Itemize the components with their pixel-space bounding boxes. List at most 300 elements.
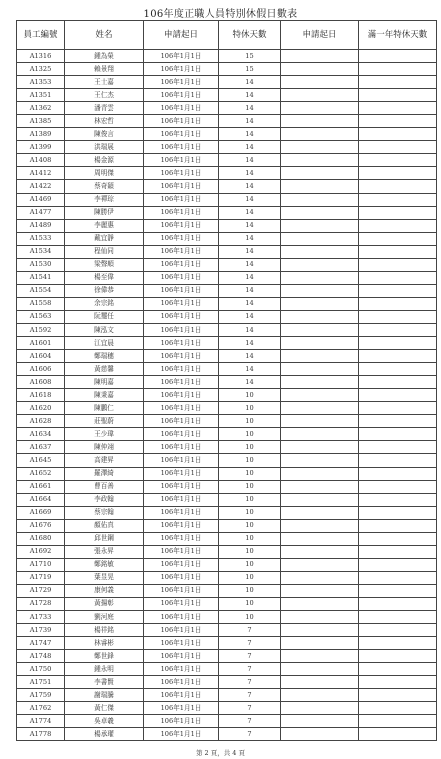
cell-prev-year-days bbox=[359, 297, 437, 310]
cell-start-date: 106年1月1日 bbox=[144, 350, 219, 363]
cell-prev-year-days bbox=[359, 663, 437, 676]
cell-leave-days: 14 bbox=[219, 376, 281, 389]
cell-employee-id: A1645 bbox=[17, 454, 65, 467]
cell-leave-days: 7 bbox=[219, 663, 281, 676]
cell-employee-id: A1774 bbox=[17, 715, 65, 728]
table-row bbox=[17, 689, 437, 702]
cell-name: 李書賢 bbox=[65, 676, 144, 689]
cell-start-date: 106年1月1日 bbox=[144, 689, 219, 702]
cell-prev-year-days bbox=[359, 558, 437, 571]
table-row bbox=[17, 258, 437, 271]
cell-prev-year-days bbox=[359, 128, 437, 141]
cell-leave-days: 14 bbox=[219, 258, 281, 271]
cell-name: 楊承瓘 bbox=[65, 728, 144, 741]
cell-prev-year-days bbox=[359, 310, 437, 323]
cell-leave-days: 14 bbox=[219, 154, 281, 167]
cell-name: 邱世鋼 bbox=[65, 532, 144, 545]
cell-leave-days: 7 bbox=[219, 637, 281, 650]
cell-start-date: 106年1月1日 bbox=[144, 128, 219, 141]
cell-leave-days: 10 bbox=[219, 493, 281, 506]
cell-employee-id: A1664 bbox=[17, 493, 65, 506]
cell-start-date: 106年1月1日 bbox=[144, 480, 219, 493]
cell-prev-year-days bbox=[359, 350, 437, 363]
cell-employee-id: A1618 bbox=[17, 389, 65, 402]
cell-name: 劉河庭 bbox=[65, 611, 144, 624]
cell-name: 蔡宗翰 bbox=[65, 506, 144, 519]
cell-employee-id: A1316 bbox=[17, 50, 65, 63]
cell-employee-id: A1533 bbox=[17, 232, 65, 245]
cell-leave-days: 10 bbox=[219, 415, 281, 428]
cell-start-date: 106年1月1日 bbox=[144, 219, 219, 232]
cell-prev-year-days bbox=[359, 571, 437, 584]
table-row bbox=[17, 128, 437, 141]
cell-prev-year-days bbox=[359, 193, 437, 206]
cell-employee-id: A1692 bbox=[17, 545, 65, 558]
cell-employee-id: A1652 bbox=[17, 467, 65, 480]
cell-name: 鍾為榮 bbox=[65, 50, 144, 63]
cell-name: 陳俊言 bbox=[65, 128, 144, 141]
table-row bbox=[17, 206, 437, 219]
header-request-start: 申請起日 bbox=[281, 21, 359, 50]
cell-leave-days: 10 bbox=[219, 597, 281, 610]
cell-leave-days: 14 bbox=[219, 271, 281, 284]
cell-prev-year-days bbox=[359, 206, 437, 219]
cell-leave-days: 10 bbox=[219, 441, 281, 454]
cell-start-date: 106年1月1日 bbox=[144, 206, 219, 219]
cell-request-start bbox=[281, 141, 359, 154]
cell-employee-id: A1563 bbox=[17, 310, 65, 323]
cell-name: 蔡奇穎 bbox=[65, 180, 144, 193]
table-row bbox=[17, 102, 437, 115]
cell-leave-days: 10 bbox=[219, 402, 281, 415]
cell-request-start bbox=[281, 663, 359, 676]
cell-name: 謝瑞騰 bbox=[65, 689, 144, 702]
cell-start-date: 106年1月1日 bbox=[144, 193, 219, 206]
cell-name: 周明傑 bbox=[65, 167, 144, 180]
cell-employee-id: A1669 bbox=[17, 506, 65, 519]
cell-name: 李政翰 bbox=[65, 493, 144, 506]
cell-start-date: 106年1月1日 bbox=[144, 584, 219, 597]
cell-name: 鄭瑞穗 bbox=[65, 350, 144, 363]
table-row bbox=[17, 480, 437, 493]
cell-start-date: 106年1月1日 bbox=[144, 102, 219, 115]
cell-name: 李禪琮 bbox=[65, 193, 144, 206]
cell-name: 莊聖蔚 bbox=[65, 415, 144, 428]
cell-name: 鄭銘敏 bbox=[65, 558, 144, 571]
cell-leave-days: 10 bbox=[219, 584, 281, 597]
cell-start-date: 106年1月1日 bbox=[144, 167, 219, 180]
cell-name: 王士嘉 bbox=[65, 76, 144, 89]
table-row bbox=[17, 376, 437, 389]
cell-request-start bbox=[281, 493, 359, 506]
cell-prev-year-days bbox=[359, 89, 437, 102]
cell-leave-days: 10 bbox=[219, 428, 281, 441]
cell-request-start bbox=[281, 545, 359, 558]
cell-name: 康何義 bbox=[65, 584, 144, 597]
cell-request-start bbox=[281, 611, 359, 624]
cell-request-start bbox=[281, 219, 359, 232]
cell-employee-id: A1592 bbox=[17, 323, 65, 336]
cell-request-start bbox=[281, 102, 359, 115]
cell-request-start bbox=[281, 232, 359, 245]
cell-start-date: 106年1月1日 bbox=[144, 519, 219, 532]
cell-request-start bbox=[281, 297, 359, 310]
cell-leave-days: 14 bbox=[219, 350, 281, 363]
cell-prev-year-days bbox=[359, 402, 437, 415]
page-title: 106年度正職人員特別休假日數表 bbox=[143, 9, 298, 20]
cell-leave-days: 14 bbox=[219, 76, 281, 89]
table-row bbox=[17, 154, 437, 167]
cell-prev-year-days bbox=[359, 689, 437, 702]
cell-employee-id: A1750 bbox=[17, 663, 65, 676]
table-row bbox=[17, 597, 437, 610]
table-row bbox=[17, 506, 437, 519]
leave-table bbox=[16, 20, 437, 741]
cell-request-start bbox=[281, 63, 359, 76]
cell-employee-id: A1385 bbox=[17, 115, 65, 128]
cell-prev-year-days bbox=[359, 271, 437, 284]
cell-prev-year-days bbox=[359, 63, 437, 76]
cell-start-date: 106年1月1日 bbox=[144, 415, 219, 428]
cell-name: 吳卓羲 bbox=[65, 715, 144, 728]
cell-name: 羅澤綺 bbox=[65, 467, 144, 480]
cell-leave-days: 14 bbox=[219, 245, 281, 258]
cell-prev-year-days bbox=[359, 454, 437, 467]
cell-leave-days: 14 bbox=[219, 167, 281, 180]
cell-leave-days: 7 bbox=[219, 650, 281, 663]
table-row bbox=[17, 180, 437, 193]
cell-start-date: 106年1月1日 bbox=[144, 715, 219, 728]
table-row bbox=[17, 89, 437, 102]
cell-name: 阮璽任 bbox=[65, 310, 144, 323]
cell-name: 鍾永明 bbox=[65, 663, 144, 676]
cell-prev-year-days bbox=[359, 728, 437, 741]
cell-prev-year-days bbox=[359, 611, 437, 624]
cell-start-date: 106年1月1日 bbox=[144, 310, 219, 323]
cell-prev-year-days bbox=[359, 480, 437, 493]
cell-request-start bbox=[281, 206, 359, 219]
cell-prev-year-days bbox=[359, 154, 437, 167]
table-row bbox=[17, 193, 437, 206]
cell-start-date: 106年1月1日 bbox=[144, 154, 219, 167]
cell-start-date: 106年1月1日 bbox=[144, 493, 219, 506]
cell-employee-id: A1751 bbox=[17, 676, 65, 689]
cell-start-date: 106年1月1日 bbox=[144, 545, 219, 558]
cell-leave-days: 14 bbox=[219, 337, 281, 350]
cell-start-date: 106年1月1日 bbox=[144, 389, 219, 402]
cell-employee-id: A1620 bbox=[17, 402, 65, 415]
cell-start-date: 106年1月1日 bbox=[144, 506, 219, 519]
header-prev-year-days: 滿一年特休天數 bbox=[359, 21, 437, 50]
cell-prev-year-days bbox=[359, 441, 437, 454]
cell-request-start bbox=[281, 376, 359, 389]
cell-leave-days: 7 bbox=[219, 728, 281, 741]
cell-request-start bbox=[281, 428, 359, 441]
cell-start-date: 106年1月1日 bbox=[144, 702, 219, 715]
cell-request-start bbox=[281, 650, 359, 663]
cell-employee-id: A1747 bbox=[17, 637, 65, 650]
cell-request-start bbox=[281, 128, 359, 141]
header-employee-id: 員工編號 bbox=[17, 21, 65, 50]
cell-employee-id: A1739 bbox=[17, 624, 65, 637]
table-row bbox=[17, 415, 437, 428]
cell-request-start bbox=[281, 154, 359, 167]
table-row bbox=[17, 702, 437, 715]
cell-start-date: 106年1月1日 bbox=[144, 141, 219, 154]
cell-start-date: 106年1月1日 bbox=[144, 284, 219, 297]
cell-employee-id: A1676 bbox=[17, 519, 65, 532]
cell-request-start bbox=[281, 480, 359, 493]
cell-name: 黃揚彰 bbox=[65, 597, 144, 610]
cell-prev-year-days bbox=[359, 532, 437, 545]
cell-start-date: 106年1月1日 bbox=[144, 323, 219, 336]
cell-employee-id: A1489 bbox=[17, 219, 65, 232]
cell-prev-year-days bbox=[359, 141, 437, 154]
cell-name: 陳仲翊 bbox=[65, 441, 144, 454]
cell-employee-id: A1541 bbox=[17, 271, 65, 284]
table-row bbox=[17, 571, 437, 584]
cell-leave-days: 14 bbox=[219, 363, 281, 376]
cell-start-date: 106年1月1日 bbox=[144, 454, 219, 467]
cell-start-date: 106年1月1日 bbox=[144, 532, 219, 545]
table-row bbox=[17, 611, 437, 624]
cell-start-date: 106年1月1日 bbox=[144, 245, 219, 258]
cell-employee-id: A1778 bbox=[17, 728, 65, 741]
cell-employee-id: A1728 bbox=[17, 597, 65, 610]
cell-leave-days: 14 bbox=[219, 141, 281, 154]
table-row bbox=[17, 297, 437, 310]
cell-prev-year-days bbox=[359, 258, 437, 271]
cell-leave-days: 14 bbox=[219, 193, 281, 206]
cell-employee-id: A1530 bbox=[17, 258, 65, 271]
cell-employee-id: A1608 bbox=[17, 376, 65, 389]
cell-leave-days: 10 bbox=[219, 480, 281, 493]
cell-start-date: 106年1月1日 bbox=[144, 728, 219, 741]
cell-request-start bbox=[281, 284, 359, 297]
cell-leave-days: 15 bbox=[219, 50, 281, 63]
cell-name: 林宏哲 bbox=[65, 115, 144, 128]
table-row bbox=[17, 167, 437, 180]
cell-employee-id: A1399 bbox=[17, 141, 65, 154]
cell-prev-year-days bbox=[359, 650, 437, 663]
cell-start-date: 106年1月1日 bbox=[144, 663, 219, 676]
table-row bbox=[17, 493, 437, 506]
cell-employee-id: A1710 bbox=[17, 558, 65, 571]
cell-request-start bbox=[281, 271, 359, 284]
cell-prev-year-days bbox=[359, 232, 437, 245]
table-row bbox=[17, 63, 437, 76]
cell-leave-days: 14 bbox=[219, 284, 281, 297]
cell-name: 林睿彬 bbox=[65, 637, 144, 650]
table-row bbox=[17, 454, 437, 467]
cell-request-start bbox=[281, 454, 359, 467]
cell-start-date: 106年1月1日 bbox=[144, 597, 219, 610]
cell-leave-days: 14 bbox=[219, 206, 281, 219]
cell-start-date: 106年1月1日 bbox=[144, 402, 219, 415]
cell-start-date: 106年1月1日 bbox=[144, 558, 219, 571]
table-row bbox=[17, 663, 437, 676]
cell-start-date: 106年1月1日 bbox=[144, 376, 219, 389]
table-row bbox=[17, 284, 437, 297]
cell-employee-id: A1661 bbox=[17, 480, 65, 493]
cell-request-start bbox=[281, 50, 359, 63]
table-row bbox=[17, 676, 437, 689]
table-row bbox=[17, 337, 437, 350]
cell-prev-year-days bbox=[359, 115, 437, 128]
table-row bbox=[17, 310, 437, 323]
cell-request-start bbox=[281, 624, 359, 637]
cell-request-start bbox=[281, 728, 359, 741]
cell-start-date: 106年1月1日 bbox=[144, 624, 219, 637]
table-row bbox=[17, 323, 437, 336]
header-start-date: 申請起日 bbox=[144, 21, 219, 50]
cell-start-date: 106年1月1日 bbox=[144, 337, 219, 350]
cell-leave-days: 7 bbox=[219, 676, 281, 689]
cell-employee-id: A1469 bbox=[17, 193, 65, 206]
cell-prev-year-days bbox=[359, 284, 437, 297]
cell-employee-id: A1422 bbox=[17, 180, 65, 193]
cell-request-start bbox=[281, 402, 359, 415]
table-row bbox=[17, 584, 437, 597]
cell-request-start bbox=[281, 180, 359, 193]
cell-employee-id: A1389 bbox=[17, 128, 65, 141]
cell-start-date: 106年1月1日 bbox=[144, 271, 219, 284]
cell-prev-year-days bbox=[359, 363, 437, 376]
cell-employee-id: A1637 bbox=[17, 441, 65, 454]
cell-employee-id: A1628 bbox=[17, 415, 65, 428]
table-row bbox=[17, 715, 437, 728]
cell-prev-year-days bbox=[359, 467, 437, 480]
cell-request-start bbox=[281, 519, 359, 532]
table-row bbox=[17, 532, 437, 545]
cell-prev-year-days bbox=[359, 597, 437, 610]
cell-prev-year-days bbox=[359, 506, 437, 519]
cell-leave-days: 14 bbox=[219, 180, 281, 193]
cell-start-date: 106年1月1日 bbox=[144, 611, 219, 624]
cell-employee-id: A1477 bbox=[17, 206, 65, 219]
cell-prev-year-days bbox=[359, 376, 437, 389]
cell-request-start bbox=[281, 597, 359, 610]
cell-start-date: 106年1月1日 bbox=[144, 571, 219, 584]
cell-prev-year-days bbox=[359, 323, 437, 336]
cell-prev-year-days bbox=[359, 702, 437, 715]
cell-start-date: 106年1月1日 bbox=[144, 258, 219, 271]
cell-employee-id: A1601 bbox=[17, 337, 65, 350]
cell-employee-id: A1362 bbox=[17, 102, 65, 115]
cell-start-date: 106年1月1日 bbox=[144, 428, 219, 441]
cell-name: 黃仁傑 bbox=[65, 702, 144, 715]
cell-leave-days: 14 bbox=[219, 102, 281, 115]
cell-employee-id: A1554 bbox=[17, 284, 65, 297]
cell-request-start bbox=[281, 167, 359, 180]
cell-prev-year-days bbox=[359, 637, 437, 650]
header-name: 姓名 bbox=[65, 21, 144, 50]
cell-prev-year-days bbox=[359, 219, 437, 232]
cell-request-start bbox=[281, 389, 359, 402]
table-row bbox=[17, 271, 437, 284]
cell-name: 戴宜靜 bbox=[65, 232, 144, 245]
cell-name: 曹百善 bbox=[65, 480, 144, 493]
cell-employee-id: A1759 bbox=[17, 689, 65, 702]
table-row bbox=[17, 115, 437, 128]
cell-start-date: 106年1月1日 bbox=[144, 89, 219, 102]
cell-prev-year-days bbox=[359, 584, 437, 597]
cell-prev-year-days bbox=[359, 493, 437, 506]
cell-leave-days: 7 bbox=[219, 715, 281, 728]
cell-request-start bbox=[281, 258, 359, 271]
cell-start-date: 106年1月1日 bbox=[144, 363, 219, 376]
cell-employee-id: A1558 bbox=[17, 297, 65, 310]
cell-start-date: 106年1月1日 bbox=[144, 297, 219, 310]
table-row bbox=[17, 637, 437, 650]
cell-employee-id: A1412 bbox=[17, 167, 65, 180]
page-number: 第 2 頁，共 4 頁 bbox=[195, 749, 246, 757]
cell-prev-year-days bbox=[359, 715, 437, 728]
cell-request-start bbox=[281, 193, 359, 206]
cell-name: 賴景翔 bbox=[65, 63, 144, 76]
table-row bbox=[17, 363, 437, 376]
cell-start-date: 106年1月1日 bbox=[144, 650, 219, 663]
cell-leave-days: 14 bbox=[219, 219, 281, 232]
cell-request-start bbox=[281, 506, 359, 519]
cell-leave-days: 10 bbox=[219, 545, 281, 558]
table-header bbox=[17, 21, 437, 50]
cell-name: 黃慈馨 bbox=[65, 363, 144, 376]
cell-leave-days: 10 bbox=[219, 571, 281, 584]
cell-leave-days: 10 bbox=[219, 506, 281, 519]
cell-name: 鄭世鋒 bbox=[65, 650, 144, 663]
cell-employee-id: A1733 bbox=[17, 611, 65, 624]
table-row bbox=[17, 219, 437, 232]
table-row bbox=[17, 389, 437, 402]
cell-leave-days: 14 bbox=[219, 128, 281, 141]
cell-start-date: 106年1月1日 bbox=[144, 50, 219, 63]
header-leave-days: 特休天數 bbox=[219, 21, 281, 50]
table-row bbox=[17, 350, 437, 363]
cell-name: 洪瑞展 bbox=[65, 141, 144, 154]
cell-prev-year-days bbox=[359, 245, 437, 258]
cell-name: 王仁杰 bbox=[65, 89, 144, 102]
cell-prev-year-days bbox=[359, 676, 437, 689]
cell-name: 余宗銘 bbox=[65, 297, 144, 310]
cell-leave-days: 14 bbox=[219, 89, 281, 102]
cell-leave-days: 14 bbox=[219, 297, 281, 310]
cell-leave-days: 10 bbox=[219, 454, 281, 467]
cell-employee-id: A1534 bbox=[17, 245, 65, 258]
cell-request-start bbox=[281, 245, 359, 258]
cell-leave-days: 10 bbox=[219, 519, 281, 532]
cell-leave-days: 10 bbox=[219, 558, 281, 571]
cell-employee-id: A1606 bbox=[17, 363, 65, 376]
cell-leave-days: 7 bbox=[219, 702, 281, 715]
table-row bbox=[17, 558, 437, 571]
table-body bbox=[17, 50, 437, 741]
cell-leave-days: 10 bbox=[219, 467, 281, 480]
cell-employee-id: A1729 bbox=[17, 584, 65, 597]
cell-name: 程仙同 bbox=[65, 245, 144, 258]
table-row bbox=[17, 232, 437, 245]
cell-name: 楊金源 bbox=[65, 154, 144, 167]
table-row bbox=[17, 245, 437, 258]
cell-employee-id: A1634 bbox=[17, 428, 65, 441]
cell-leave-days: 10 bbox=[219, 532, 281, 545]
cell-employee-id: A1325 bbox=[17, 63, 65, 76]
cell-start-date: 106年1月1日 bbox=[144, 467, 219, 480]
cell-employee-id: A1680 bbox=[17, 532, 65, 545]
cell-start-date: 106年1月1日 bbox=[144, 676, 219, 689]
cell-prev-year-days bbox=[359, 545, 437, 558]
cell-leave-days: 14 bbox=[219, 323, 281, 336]
